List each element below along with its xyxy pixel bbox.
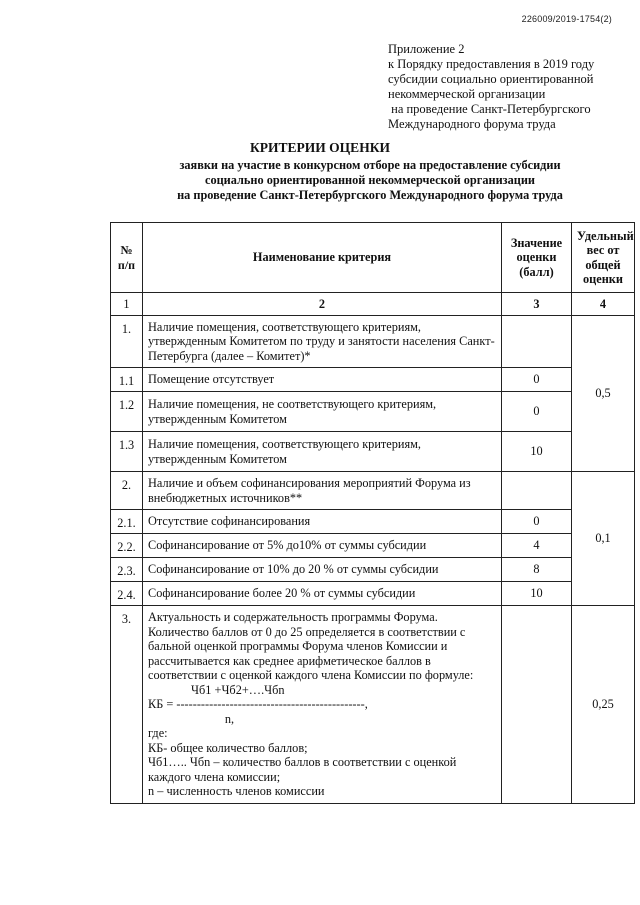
value-cell: 0 — [502, 392, 572, 432]
value-cell: 10 — [502, 582, 572, 606]
criterion-text — [143, 606, 502, 804]
criterion-line: Чб1….. Чбn – количество баллов в соответствии с оценкой каждого члена комиссии; — [148, 755, 457, 784]
index-cell: 3 — [502, 293, 572, 316]
header-weight: Удельный вес от общей оценки — [572, 223, 635, 293]
row-number: 1.1 — [111, 368, 143, 392]
table-row — [111, 432, 635, 472]
appendix-line: некоммерческой организации — [388, 87, 546, 101]
row-number: 1.3 — [111, 432, 143, 472]
column-index-row — [111, 293, 635, 316]
appendix-line: Приложение 2 — [388, 42, 465, 56]
row-number: 3. — [111, 606, 143, 804]
criterion-line: n – численность членов комиссии — [148, 784, 325, 798]
row-number: 2.1. — [111, 510, 143, 534]
appendix-line: к Порядку предоставления в 2019 году — [388, 57, 595, 71]
criterion-text: Софинансирование от 10% до 20 % от суммы субсидии — [143, 558, 502, 582]
weight-cell: 0,25 — [572, 606, 635, 804]
criterion-line: Актуальность и содержательность программы Форума. — [148, 610, 438, 624]
criteria-table — [110, 222, 635, 804]
document-number: 226009/2019-1754(2) — [521, 14, 612, 24]
appendix-line: субсидии социально ориентированной — [388, 72, 594, 86]
index-cell: 4 — [572, 293, 635, 316]
criterion-text: Софинансирование от 5% до10% от суммы субсидии — [143, 534, 502, 558]
index-cell: 1 — [111, 293, 143, 316]
row-number: 1. — [111, 316, 143, 368]
value-cell: 0 — [502, 368, 572, 392]
table-row — [111, 558, 635, 582]
value-cell: 0 — [502, 510, 572, 534]
row-number: 2.4. — [111, 582, 143, 606]
table-row — [111, 510, 635, 534]
row-number: 2.3. — [111, 558, 143, 582]
criterion-line: Количество баллов от 0 до 25 определяется в соответствии с бальной оценкой программы Форума членов Комиссии и рассчитывается как среднее арифметическое баллов в соответствии с оценкой каждого члена Комиссии по формуле: — [148, 624, 474, 682]
header-num: № п/п — [111, 223, 143, 293]
row-number: 2.2. — [111, 534, 143, 558]
criterion-text: Наличие и объем софинансирования мероприятий Форума из внебюджетных источников** — [143, 472, 502, 510]
weight-cell: 0,5 — [572, 316, 635, 472]
table-row — [111, 534, 635, 558]
table-row — [111, 582, 635, 606]
table-row — [111, 368, 635, 392]
appendix-line: Международного форума труда — [388, 117, 556, 131]
header-name: Наименование критерия — [143, 223, 502, 293]
value-cell: 4 — [502, 534, 572, 558]
weight-cell: 0,1 — [572, 472, 635, 606]
document-title: КРИТЕРИИ ОЦЕНКИ — [250, 140, 390, 155]
table-row — [111, 606, 635, 804]
table-row — [111, 472, 635, 510]
subtitle-line: на проведение Санкт-Петербургского Международного форума труда — [177, 188, 563, 202]
formula-main: КБ = ----------------------------------------------, — [148, 697, 368, 711]
appendix-note — [388, 42, 628, 132]
index-cell: 2 — [143, 293, 502, 316]
criterion-text: Помещение отсутствует — [143, 368, 502, 392]
criterion-text: Наличие помещения, соответствующего критериям, утвержденным Комитетом — [143, 432, 502, 472]
criterion-line: КБ- общее количество баллов; — [148, 740, 308, 755]
table-row — [111, 392, 635, 432]
table-row — [111, 316, 635, 368]
subtitle-line: социально ориентированной некоммерческой организации — [204, 173, 536, 187]
criterion-text: Отсутствие софинансирования — [143, 510, 502, 534]
value-cell: 8 — [502, 558, 572, 582]
row-number: 2. — [111, 472, 143, 510]
criterion-text: Наличие помещения, соответствующего критериям, утвержденным Комитетом по труду и занятости населения Санкт-Петербурга (далее – Комитет)* — [143, 316, 502, 368]
table-header-row — [111, 223, 635, 293]
value-cell: 10 — [502, 432, 572, 472]
criterion-text: Наличие помещения, не соответствующего критериям, утвержденным Комитетом — [143, 392, 502, 432]
criterion-text: Софинансирование более 20 % от суммы субсидии — [143, 582, 502, 606]
formula-numerator: Чб1 +Чб2+….Чбn — [148, 682, 285, 697]
document-subtitle — [110, 158, 630, 203]
formula-denominator: n, — [148, 711, 235, 726]
row-number: 1.2 — [111, 392, 143, 432]
criterion-line: где: — [148, 726, 168, 740]
header-value: Значение оценки (балл) — [502, 223, 572, 293]
appendix-line: на проведение Санкт-Петербургского — [388, 102, 591, 116]
subtitle-line: заявки на участие в конкурсном отборе на предоставление субсидии — [179, 158, 561, 172]
